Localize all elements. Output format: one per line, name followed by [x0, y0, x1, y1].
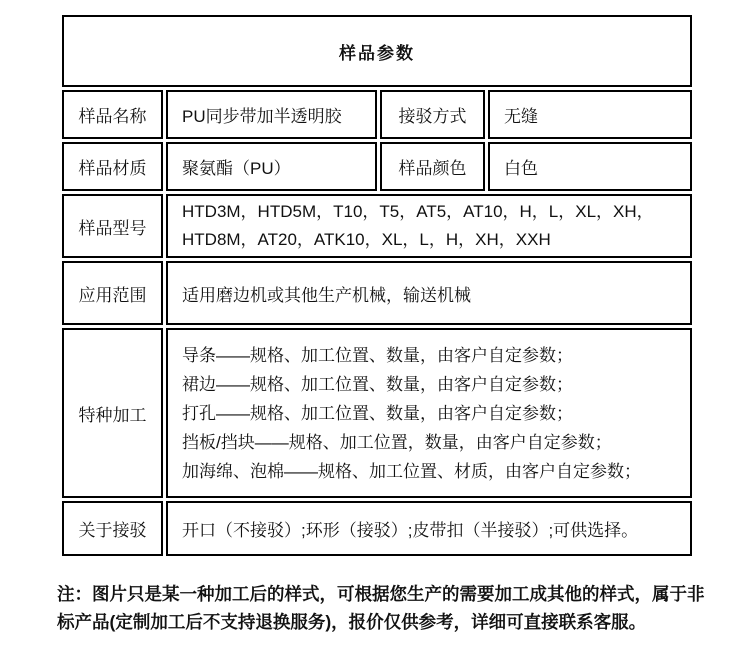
special-line-3: 打孔——规格、加工位置、数量，由客户自定参数； [182, 403, 573, 423]
color-label: 样品颜色 [380, 142, 485, 191]
table-row [62, 501, 692, 556]
material-label: 样品材质 [62, 142, 163, 191]
model-line-2: HTD8M，AT20，ATK10，XL，L，H，XH，XXH [182, 230, 551, 249]
table-row [62, 261, 692, 325]
color-value: 白色 [488, 142, 692, 191]
model-label: 样品型号 [62, 194, 163, 258]
table-row [62, 142, 692, 191]
joint-about-label: 关于接驳 [62, 501, 163, 556]
table-row [62, 328, 692, 498]
table-title-row [62, 15, 692, 87]
special-processing-value [166, 328, 692, 498]
page-title: 样品参数 [62, 15, 692, 87]
table-row [62, 90, 692, 139]
table-row [62, 194, 692, 258]
special-line-1: 导条——规格、加工位置、数量，由客户自定参数； [182, 345, 573, 365]
special-line-4: 挡板/挡块——规格、加工位置，数量，由客户自定参数； [182, 432, 612, 452]
joint-about-value: 开口（不接驳）;环形（接驳）;皮带扣（半接驳）;可供选择。 [166, 501, 692, 556]
model-line-1: HTD3M，HTD5M，T10，T5，AT5，AT10，H，L，XL，XH， [182, 202, 654, 221]
special-line-2: 裙边——规格、加工位置、数量，由客户自定参数； [182, 374, 573, 394]
special-line-5: 加海绵、泡棉——规格、加工位置、材质，由客户自定参数； [182, 461, 641, 481]
joint-method-label: 接驳方式 [380, 90, 485, 139]
application-value: 适用磨边机或其他生产机械，输送机械 [166, 261, 692, 325]
joint-method-value: 无缝 [488, 90, 692, 139]
footer-note: 注：图片只是某一种加工后的样式，可根据您生产的需要加工成其他的样式，属于非标产品(定制加工后不支持退换服务)，报价仅供参考，详细可直接联系客服。 [57, 584, 705, 632]
sample-name-value: PU同步带加半透明胶 [166, 90, 377, 139]
sample-name-label: 样品名称 [62, 90, 163, 139]
special-processing-label: 特种加工 [62, 328, 163, 498]
model-value [166, 194, 692, 258]
spec-table [59, 12, 695, 559]
material-value: 聚氨酯（PU） [166, 142, 377, 191]
application-label: 应用范围 [62, 261, 163, 325]
